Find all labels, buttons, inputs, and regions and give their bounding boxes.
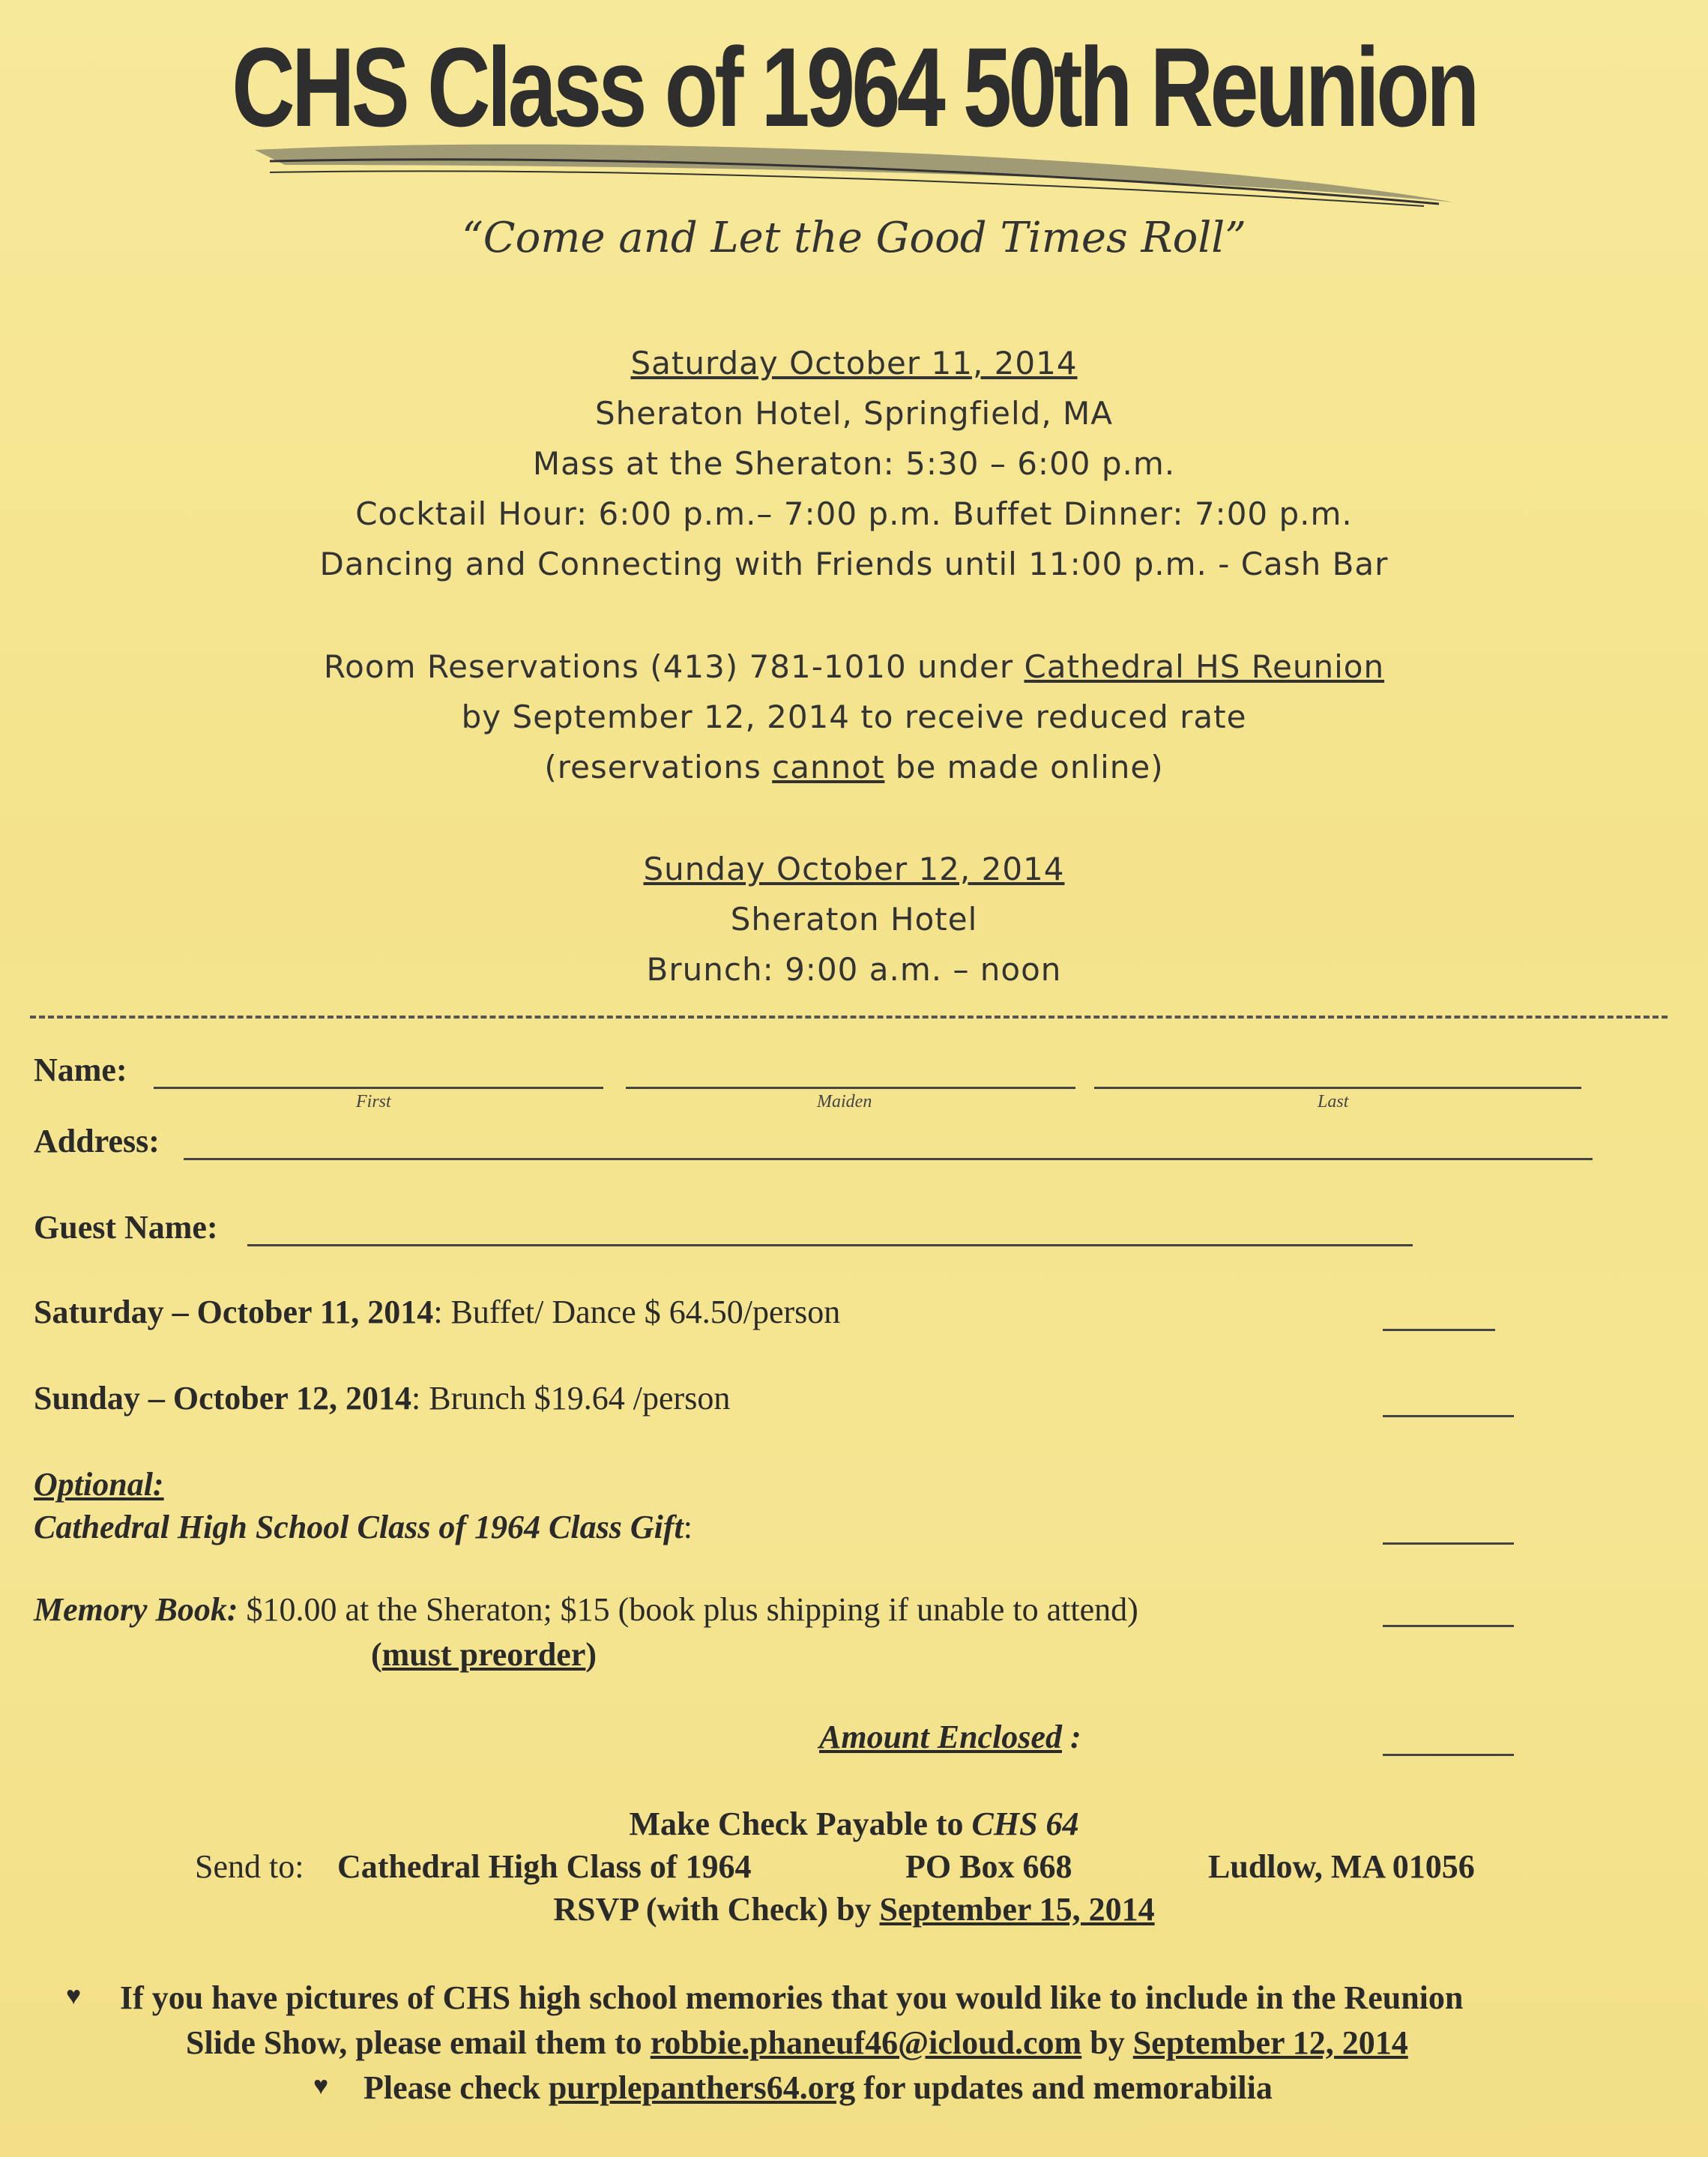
send-to-label: Send to: bbox=[195, 1848, 304, 1885]
class-gift-label: Cathedral High School Class of 1964 Class Gift bbox=[34, 1509, 683, 1545]
saturday-fee-detail: : Buffet/ Dance $ 64.50/person bbox=[433, 1294, 841, 1330]
sunday-brunch: Brunch: 9:00 a.m. – noon bbox=[646, 951, 1062, 988]
maiden-caption: Maiden bbox=[817, 1092, 872, 1111]
room-reservations bbox=[0, 648, 1708, 685]
pictures-note-line1: If you have pictures of CHS high school memories that you would like to include in the Reunion bbox=[120, 1979, 1464, 2016]
address-label: Address: bbox=[34, 1123, 160, 1159]
amount-enclosed-row: Amount Enclosed : bbox=[819, 1719, 1081, 1755]
send-to-name: Cathedral High Class of 1964 bbox=[337, 1848, 752, 1885]
memory-book-amount-field[interactable] bbox=[1383, 1625, 1514, 1627]
class-gift-amount-field[interactable] bbox=[1383, 1542, 1514, 1545]
address-field[interactable] bbox=[184, 1158, 1593, 1160]
name-label: Name: bbox=[34, 1052, 127, 1088]
must-preorder-text: must preorder bbox=[381, 1636, 586, 1673]
heart-bullet-icon: ♥ bbox=[66, 1982, 82, 2010]
cannot-emphasis: cannot bbox=[772, 749, 885, 785]
memory-book-label: Memory Book: bbox=[34, 1591, 238, 1628]
saturday-date: Saturday October 11, 2014 bbox=[630, 345, 1078, 381]
optional-heading: Optional: bbox=[34, 1466, 164, 1503]
saturday-fee-row bbox=[34, 1293, 840, 1331]
saturday-venue: Sheraton Hotel, Springfield, MA bbox=[594, 395, 1114, 432]
check-payable-line: Make Check Payable to CHS 64 bbox=[629, 1805, 1079, 1842]
website-note: Please check purplepanthers64.org for updates and memorabilia bbox=[363, 2069, 1273, 2106]
sunday-date: Sunday October 12, 2014 bbox=[643, 851, 1065, 887]
memory-book-row bbox=[34, 1590, 1138, 1629]
saturday-mass: Mass at the Sheraton: 5:30 – 6:00 p.m. bbox=[532, 445, 1176, 482]
sunday-amount-field[interactable] bbox=[1383, 1415, 1514, 1417]
guest-name-label: Guest Name: bbox=[34, 1209, 218, 1246]
rsvp-date: September 15, 2014 bbox=[879, 1891, 1155, 1928]
last-name-field[interactable] bbox=[1094, 1087, 1581, 1089]
website-link[interactable]: purplepanthers64.org bbox=[548, 2069, 856, 2106]
sunday-venue: Sheraton Hotel bbox=[730, 901, 978, 938]
class-gift-row: Cathedral High School Class of 1964 Class Gift: bbox=[34, 1509, 692, 1545]
sunday-fee-detail: : Brunch $19.64 /person bbox=[411, 1380, 731, 1417]
flyer-title: CHS Class of 1964 50th Reunion bbox=[232, 24, 1476, 150]
po-box: PO Box 668 bbox=[905, 1848, 1072, 1885]
room-deadline: by September 12, 2014 to receive reduced rate bbox=[461, 699, 1247, 735]
maiden-name-field[interactable] bbox=[626, 1087, 1075, 1089]
heart-bullet-icon-2: ♥ bbox=[313, 2072, 329, 2100]
amount-enclosed-label: Amount Enclosed bbox=[819, 1719, 1062, 1755]
first-name-field[interactable] bbox=[154, 1087, 603, 1089]
amount-enclosed-field[interactable] bbox=[1383, 1754, 1514, 1756]
room-reservations-phone: Room Reservations (413) 781-1010 under bbox=[323, 648, 1025, 685]
room-online-note: (reservations cannot be made online) bbox=[544, 749, 1164, 785]
saturday-dancing: Dancing and Connecting with Friends until 11:00 p.m. - Cash Bar bbox=[319, 546, 1389, 582]
sunday-fee-label: Sunday – October 12, 2014 bbox=[34, 1380, 412, 1417]
saturday-fee-label: Saturday – October 11, 2014 bbox=[34, 1294, 434, 1330]
saturday-amount-field[interactable] bbox=[1383, 1329, 1495, 1331]
city-state-zip: Ludlow, MA 01056 bbox=[1208, 1848, 1475, 1885]
last-caption: Last bbox=[1318, 1092, 1349, 1111]
first-caption: First bbox=[356, 1092, 391, 1111]
cut-line-divider bbox=[30, 1016, 1668, 1019]
preorder-note: (must preorder) bbox=[371, 1636, 597, 1673]
guest-name-field[interactable] bbox=[247, 1244, 1413, 1246]
sunday-fee-row bbox=[34, 1379, 730, 1417]
rsvp-line: RSVP (with Check) by September 15, 2014 bbox=[553, 1891, 1155, 1928]
pictures-deadline: September 12, 2014 bbox=[1132, 2024, 1408, 2061]
reservation-group-name: Cathedral HS Reunion bbox=[1024, 648, 1385, 685]
tagline: “Come and Let the Good Times Roll” bbox=[462, 214, 1246, 262]
check-payee: CHS 64 bbox=[971, 1805, 1079, 1842]
memory-book-detail: $10.00 at the Sheraton; $15 (book plus shipping if unable to attend) bbox=[238, 1591, 1138, 1628]
pictures-note-line2: Slide Show, please email them to robbie.phaneuf46@icloud.com by September 12, 2014 bbox=[186, 2024, 1408, 2061]
saturday-cocktail: Cocktail Hour: 6:00 p.m.– 7:00 p.m. Buffet Dinner: 7:00 p.m. bbox=[355, 495, 1353, 532]
email-link[interactable]: robbie.phaneuf46@icloud.com bbox=[650, 2024, 1082, 2061]
